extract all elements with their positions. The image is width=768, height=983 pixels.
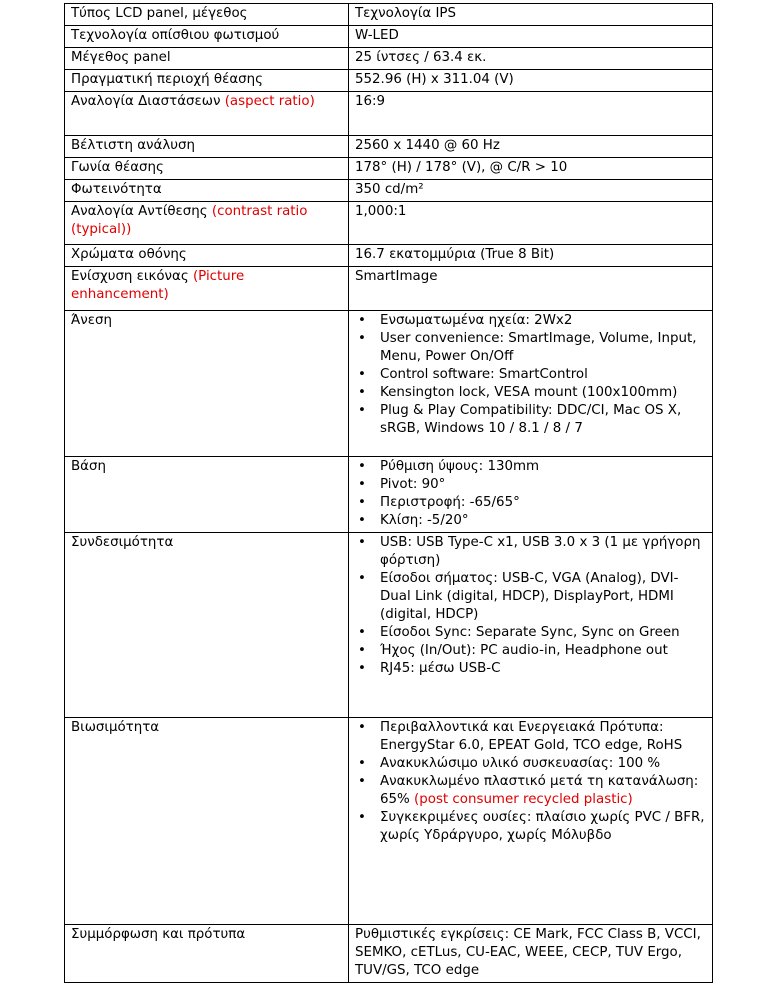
spec-bullet-item [352,384,706,402]
table-row [65,4,713,26]
spec-value-cell [349,180,713,202]
table-row [65,267,713,311]
spec-label: Γωνία θέασης [71,160,164,175]
spec-value-cell [349,4,713,26]
spec-value: 2560 x 1440 @ 60 Hz [355,138,500,153]
table-row [65,48,713,70]
spec-label-note: (aspect ratio) [224,94,315,109]
spec-bullet-item [352,809,706,845]
spec-bullet-list [352,719,706,845]
spec-label: Βέλτιστη ανάλυση [71,138,196,153]
table-row [65,925,713,983]
spec-label-cell [65,925,349,983]
spec-label: Αναλογία Διαστάσεων [71,94,225,109]
bullet-text: Control software: SmartControl [380,367,588,382]
spec-label: Τύπος LCD panel, μέγεθος [71,6,248,21]
spec-bullet-item [352,366,706,384]
spec-bullet-item [352,512,706,530]
spec-value: 1,000:1 [355,204,407,219]
bullet-text: Περιβαλλοντικά και Ενεργειακά Πρότυπα: EnergyStar 6.0, EPEAT Gold, TCO edge, RoHS [380,720,683,753]
bullet-text: Ανακυκλώσιμο υλικό συσκευασίας: 100 % [380,756,661,771]
spec-value: 178° (H) / 178° (V), @ C/R > 10 [355,160,568,175]
spec-bullet-item [352,330,706,366]
bullet-text: Ήχος (In/Out): PC audio-in, Headphone out [380,643,668,658]
table-row [65,718,713,925]
spec-label-note: (contrast ratio (typical)) [71,204,308,237]
spec-value: W-LED [355,28,399,43]
spec-bullet-item [352,660,706,678]
spec-value-cell [349,136,713,158]
spec-label-cell [65,70,349,92]
spec-bullet-list [352,534,706,678]
bullet-text: Pivot: 90° [380,477,446,492]
spec-bullet-item [352,458,706,476]
spec-label: Χρώματα οθόνης [71,247,187,262]
spec-table [64,3,713,983]
spec-value-cell [349,533,713,718]
spec-label-cell [65,311,349,457]
spec-bullet-item [352,624,706,642]
spec-bullet-item [352,312,706,330]
spec-value-cell [349,48,713,70]
spec-value-cell [349,92,713,136]
spec-bullet-item [352,494,706,512]
bullet-text: Κλίση: -5/20° [380,513,469,528]
spec-label-cell [65,26,349,48]
spec-label: Συμμόρφωση και πρότυπα [71,927,246,942]
spec-label: Τεχνολογία οπίσθιου φωτισμού [71,28,280,43]
spec-value: 552.96 (H) x 311.04 (V) [355,72,514,87]
bullet-text: Είσοδοι σήματος: USB-C, VGA (Analog), DVI-Dual Link (digital, HDCP), DisplayPort, HDMI (digital, HDCP) [380,571,679,622]
spec-label: Πραγματική περιοχή θέασης [71,72,263,87]
bullet-text: Ρύθμιση ύψους: 130mm [380,459,540,474]
spec-value-cell [349,925,713,983]
spec-label-cell [65,4,349,26]
bullet-text: Kensington lock, VESA mount (100x100mm) [380,385,678,400]
spec-label-cell [65,245,349,267]
spec-value-cell [349,202,713,245]
spec-label: Βάση [71,459,106,474]
spec-value: 16.7 εκατομμύρια (True 8 Bit) [355,247,555,262]
table-row [65,70,713,92]
spec-value-cell [349,70,713,92]
spec-bullet-item [352,534,706,570]
bullet-text: USB: USB Type-C x1, USB 3.0 x 3 (1 με γρήγορη φόρτιση) [380,535,701,568]
spec-bullet-item [352,476,706,494]
spec-value-cell [349,158,713,180]
spec-value: Ρυθμιστικές εγκρίσεις: CE Mark, FCC Class B, VCCI, SEMKO, cETLus, CU-EAC, WEEE, CECP, TUV Ergo, TUV/GS, TCO edge [355,927,701,978]
spec-value: 350 cd/m² [355,182,424,197]
spec-value: SmartImage [355,269,438,284]
spec-value-cell [349,311,713,457]
spec-label: Βιωσιμότητα [71,720,160,735]
spec-label-cell [65,718,349,925]
table-row [65,311,713,457]
spec-label-cell [65,267,349,311]
spec-value-cell [349,267,713,311]
spec-value: 16:9 [355,94,386,109]
spec-bullet-item [352,570,706,624]
bullet-text: Περιστροφή: -65/65° [380,495,520,510]
spec-bullet-item [352,719,706,755]
bullet-text: Συγκεκριμένες ουσίες: πλαίσιο χωρίς PVC / BFR, χωρίς Υδράργυρο, χωρίς Μόλυβδο [380,810,705,843]
table-row [65,92,713,136]
bullet-note: (post consumer recycled plastic) [414,792,633,807]
spec-bullet-list [352,312,706,438]
bullet-text: Είσοδοι Sync: Separate Sync, Sync on Green [380,625,680,640]
table-row [65,26,713,48]
spec-label-cell [65,180,349,202]
table-row [65,136,713,158]
spec-value-cell [349,245,713,267]
table-row [65,457,713,533]
spec-label-cell [65,136,349,158]
table-row [65,533,713,718]
spec-value-cell [349,718,713,925]
spec-value-cell [349,457,713,533]
spec-bullet-item [352,642,706,660]
spec-bullet-list [352,458,706,530]
spec-label: Φωτεινότητα [71,182,162,197]
spec-label-cell [65,202,349,245]
bullet-text: Plug & Play Compatibility: DDC/CI, Mac OS X, sRGB, Windows 10 / 8.1 / 8 / 7 [380,403,682,436]
spec-label-cell [65,92,349,136]
spec-label: Άνεση [71,313,112,328]
spec-value: 25 ίντσες / 63.4 εκ. [355,50,487,65]
spec-bullet-item [352,773,706,809]
spec-label-cell [65,457,349,533]
spec-value: Τεχνολογία IPS [355,6,457,21]
spec-label: Μέγεθος panel [71,50,171,65]
table-row [65,245,713,267]
spec-label: Συνδεσιμότητα [71,535,174,550]
spec-label-cell [65,533,349,718]
table-row [65,158,713,180]
spec-bullet-item [352,755,706,773]
spec-label-note: (Picture enhancement) [71,269,245,302]
bullet-text: RJ45: μέσω USB-C [380,661,501,676]
spec-label-cell [65,158,349,180]
table-row [65,180,713,202]
spec-label: Αναλογία Αντίθεσης [71,204,212,219]
table-row [65,202,713,245]
spec-label-cell [65,48,349,70]
spec-value-cell [349,26,713,48]
bullet-text: Ενσωματωμένα ηχεία: 2Wx2 [380,313,573,328]
spec-label: Ενίσχυση εικόνας [71,269,193,284]
bullet-text: User convenience: SmartImage, Volume, Input, Menu, Power On/Off [380,331,697,364]
spec-bullet-item [352,402,706,438]
bullet-text: Ανακυκλωμένο πλαστικό μετά τη κατανάλωση: 65% [380,774,699,807]
